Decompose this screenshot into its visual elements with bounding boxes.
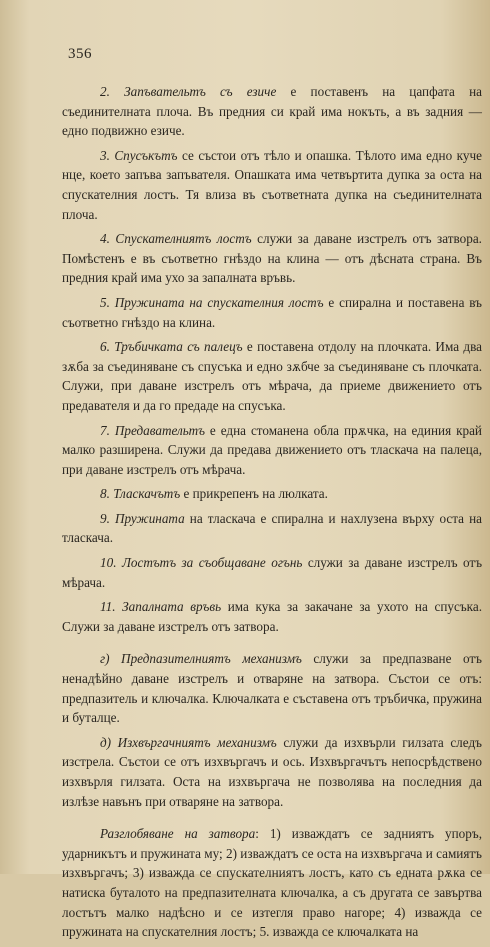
spacer (62, 641, 482, 649)
paragraph-term: 2. Запъвательтъ съ езиче (100, 84, 277, 99)
paragraph (62, 649, 482, 727)
paragraph-term: 3. Спусъкътъ (100, 147, 178, 163)
paragraph-term: 9. Пружината (100, 510, 185, 526)
paragraph-term: 10. Лостътъ за съобщаване огънь (100, 555, 303, 571)
paragraph (62, 82, 482, 141)
paragraph-term: 11. Запалната връвь (100, 599, 222, 615)
paragraph (62, 421, 482, 480)
paragraph-text: се състои отъ тѣло и опашка. Тѣлото има едно куче нце, което запъва запъвателя. Опашката има четвъртита дупка за оста на спускателния лостъ. Тя влиза въ съответната дупка на съединителната плоча. (62, 147, 482, 222)
paragraph-term: д) Изхвъргачниятъ механизмъ (100, 734, 277, 750)
paragraph (62, 824, 482, 942)
paragraph-term: г) Предпазителниятъ механизмъ (100, 651, 302, 667)
page-body (62, 82, 482, 947)
paragraph-term: 4. Спускателниятъ лостъ (100, 231, 252, 247)
paragraph-text: на тласкача е спирална и нахлузена върху оста на тласкача. (62, 510, 482, 546)
paragraph-term: 7. Предавательтъ (100, 422, 205, 438)
paragraph-text: е една стоманена обла прѫчка, на единия край малко разширена. Служи да предава движението отъ тласкача на палеца, при даване изстрелъ отъ мѣрача. (62, 422, 482, 477)
paragraph-term: 8. Тласкачътъ (100, 486, 181, 502)
paragraph (62, 553, 482, 592)
paragraph-text: служи за даване изстрелъ отъ мѣрача. (62, 555, 483, 590)
paragraph-text: има кука за закачане за ухото на спусъка. Служи за даване изстрелъ отъ затвора. (62, 599, 483, 634)
paragraph (62, 146, 482, 224)
paragraph-text: е спирална и поставена въ съответно гнѣздо на клина. (62, 294, 482, 330)
paragraph (62, 229, 482, 288)
paragraph-text: служи да изхвърли гилзата следъ изстрела. Състои се отъ изхвъргачъ и ось. Изхвъргачътъ непосрѣдствено изхвърля гилзата. Оста на изхвъргача не позволява на последния да излѣзе навънъ при отваряне на затвора. (62, 734, 482, 809)
paragraph-text: е поставенъ на цапфата на съединителната плоча. Въ предния си край има нокъть, а въ задния — едно подвижно езиче. (62, 84, 483, 139)
paragraph-term: Разглобяване на затвора (100, 826, 256, 842)
paragraph (62, 484, 482, 504)
paragraph (62, 509, 482, 548)
paragraph (62, 337, 482, 415)
paragraph-text: служи за предпазване отъ ненадѣйно даване изстрелъ и отваряне на затвора. Състои се отъ: предпазитель и ключалка. Ключалката е съставена отъ тръбичка, пружина и буталце. (62, 651, 482, 726)
paragraph-term: 6. Тръбичката съ палецъ (100, 339, 243, 355)
paragraph-text: е прикрепенъ на люлката. (180, 486, 328, 502)
paragraph-term: 5. Пружината на спускателния лостъ (100, 294, 324, 310)
paragraph (62, 733, 482, 811)
paragraph-text: : 1) изваждатъ се задниятъ упоръ, ударникътъ и пружината му; 2) изваждатъ се оста на изхвъргача и самиятъ изхвъргачъ; 3) изважда се спускателниятъ лостъ, като съ едната рѫка се натиска буталото на предпазителната ключалка, а съ другата се завъртва лостътъ малко надѣсно и се изтегля право нагоре; 4) изважда се пружината на спускателния лостъ; 5. изважда се ключалката на (62, 826, 482, 940)
spacer (62, 816, 482, 824)
paragraph-text: е поставена отдолу на плочката. Има два зѫба за съединяване съ спусъка и едно зѫбче за съединяване съ плочката. Служи, при даване изстрелъ отъ мѣрача, да приеме движението отъ предавателя и да го предаде на спусъка. (62, 339, 482, 413)
paragraph (62, 293, 482, 332)
paragraph (62, 597, 482, 636)
paragraph-text: служи за даване изстрелъ отъ затвора. Помѣстенъ е въ съответно гнѣздо на клина — отъ дѣсната страна. Въ предния край има ухо за запалната връвь. (62, 231, 482, 286)
page-number: 356 (68, 46, 92, 62)
